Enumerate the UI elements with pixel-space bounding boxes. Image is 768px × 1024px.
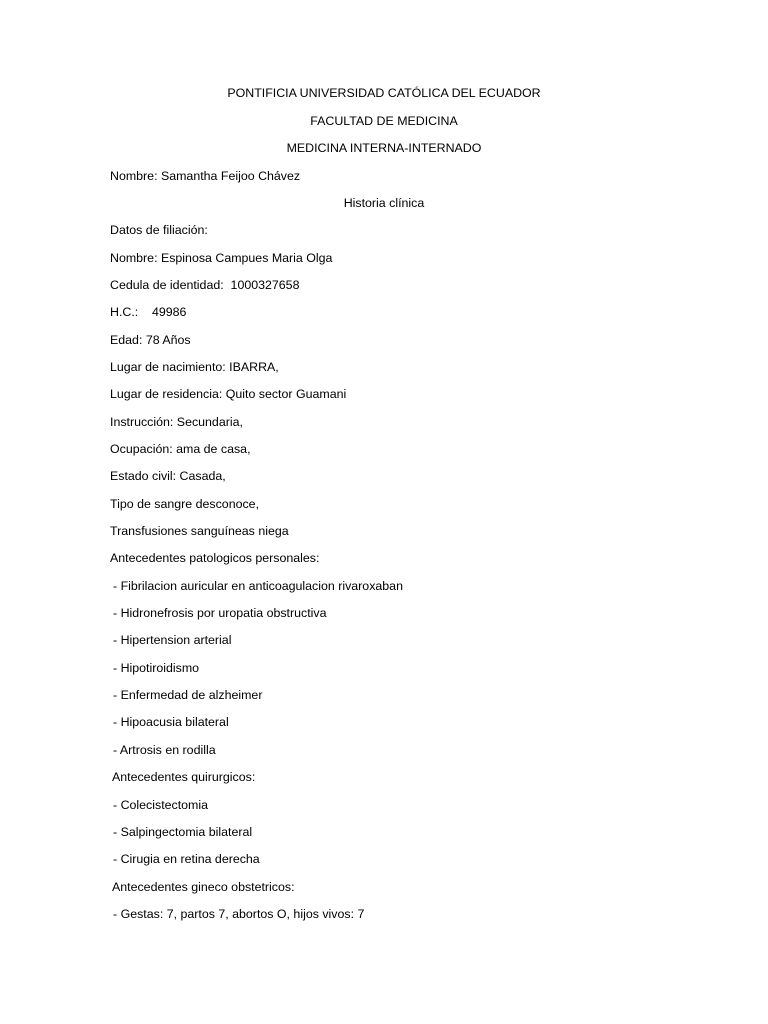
list-item: - Hidronefrosis por uropatia obstructiva [113, 606, 327, 620]
list-item: - Salpingectomia bilateral [113, 825, 253, 839]
university-heading: PONTIFICIA UNIVERSIDAD CATÓLICA DEL ECUADOR [227, 86, 541, 100]
faculty-heading: FACULTAD DE MEDICINA [310, 114, 458, 128]
gyneco-obstetric-heading: Antecedentes gineco obstetricos: [112, 880, 295, 894]
patient-id: Cedula de identidad: 1000327658 [110, 278, 300, 292]
marital-status: Estado civil: Casada, [110, 469, 226, 483]
list-item: - Hipoacusia bilateral [113, 715, 229, 729]
occupation: Ocupación: ama de casa, [110, 442, 251, 456]
clinical-record-number: H.C.: 49986 [110, 305, 187, 319]
list-item: - Hipotiroidismo [113, 661, 200, 675]
patient-name: Nombre: Espinosa Campues Maria Olga [110, 251, 333, 265]
filiacion-heading: Datos de filiación: [110, 223, 208, 237]
birthplace: Lugar de nacimiento: IBARRA, [110, 360, 279, 374]
education: Instrucción: Secundaria, [110, 415, 243, 429]
department-heading: MEDICINA INTERNA-INTERNADO [286, 141, 482, 155]
transfusions: Transfusiones sanguíneas niega [110, 524, 289, 538]
blood-type: Tipo de sangre desconoce, [110, 497, 260, 511]
document-title: Historia clínica [343, 196, 425, 210]
list-item: - Hipertension arterial [113, 633, 232, 647]
pathological-history-heading: Antecedentes patologicos personales: [110, 551, 320, 565]
patient-age: Edad: 78 Años [110, 333, 191, 347]
list-item: - Fibrilacion auricular en anticoagulacion rivaroxaban [113, 579, 403, 593]
list-item: - Cirugia en retina derecha [113, 852, 260, 866]
list-item: - Artrosis en rodilla [113, 743, 216, 757]
surgical-history-heading: Antecedentes quirurgicos: [112, 770, 256, 784]
author-name: Nombre: Samantha Feijoo Chávez [110, 169, 301, 183]
list-item: - Gestas: 7, partos 7, abortos O, hijos vivos: 7 [113, 907, 365, 921]
list-item: - Colecistectomia [113, 798, 209, 812]
residence: Lugar de residencia: Quito sector Guamani [110, 387, 347, 401]
list-item: - Enfermedad de alzheimer [113, 688, 263, 702]
